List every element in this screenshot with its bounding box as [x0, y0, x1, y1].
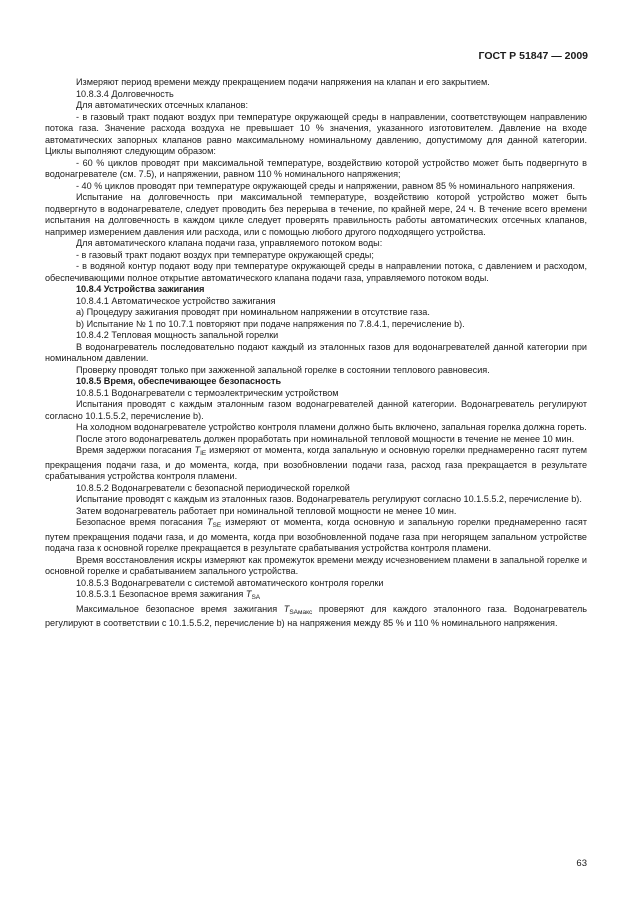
section-heading [45, 589, 587, 604]
text-run: измеряют от момента, когда запальную и основную горелки преднамеренно гасят путем прекращения подачи газа, и до момента, когда, при возобновлении подачи газа, расход газа прекращается в результате срабатывания устройства контроля пламени. [45, 445, 587, 481]
paragraph: Затем водонагреватель работает при номинальной тепловой мощности не менее 10 мин. [76, 505, 457, 516]
section-heading: 10.8.5 Время, обеспечивающее безопасность [76, 376, 282, 386]
symbol: T [206, 517, 213, 527]
symbol-subscript: SAмакс [289, 608, 313, 616]
section-heading: 10.8.4.1 Автоматическое устройство зажигания [76, 295, 276, 306]
list-item: b) Испытание № 1 по 10.7.1 повторяют при подаче напряжения по 7.8.4.1, перечисление b). [76, 318, 465, 329]
section-heading: 10.8.5.1 Водонагреватели с термоэлектрическим устройством [76, 387, 339, 398]
paragraph: Для автоматических отсечных клапанов: [76, 100, 249, 110]
symbol-subscript: IE [200, 450, 207, 457]
page-number: 63 [576, 858, 587, 869]
paragraph: После этого водонагреватель должен проработать при номинальной тепловой мощности в течение не менее 10 мин. [76, 433, 575, 444]
symbol: T [283, 603, 290, 614]
list-item: - 60 % циклов проводят при максимальной температуре, воздействию которой устройство может быть подвергнуто в водонагревателе (см. 7.5), и напряжении, равном 110 % номинального напряжения; [45, 157, 587, 179]
list-item: - в газовый тракт подают воздух при температуре окружающей среды в направлении, соответствующем направлению потока газа. Значение расхода воздуха не превышает 10 % значения, указанного изготовителем. Давление на входе автоматических запорных клапанов равно максимальному номинальному давлению, допустимому для данной категории. Циклы выполняют следующим образом: [45, 111, 587, 156]
paragraph [45, 604, 587, 630]
paragraph [45, 445, 587, 483]
section-heading: 10.8.5.2 Водонагреватели с безопасной периодической горелкой [76, 482, 350, 493]
paragraph: Испытание проводят с каждым из эталонных газов. Водонагреватель регулируют согласно 10.1.5.5.2, перечисление b). [76, 494, 582, 504]
paragraph: Испытания проводят с каждым эталонным газом водонагревателей данной категории. Водонагреватель регулируют согласно 10.1.5.5.2, перечисление b). [45, 399, 587, 421]
text-run: измеряют от момента, когда основную и запальную горелки преднамеренно гасят путем прекращения подачи газа, и до момента, когда при возобновленной подаче газа при негорящем запальном устройстве подача газа к основной горелке прекращается в результате срабатывания устройства контроля пламени. [45, 517, 588, 553]
section-heading: 10.8.5.3 Водонагреватели с системой автоматического контроля горелки [76, 577, 384, 588]
document-body [45, 77, 587, 630]
symbol-subscript: SE [212, 522, 222, 529]
section-heading: 10.8.3.4 Долговечность [76, 88, 174, 99]
text-run: 10.8.5.3.1 Безопасное время зажигания [76, 589, 246, 599]
section-heading: 10.8.4.2 Тепловая мощность запальной горелки [76, 330, 279, 340]
section-heading: 10.8.4 Устройства зажигания [76, 284, 205, 294]
paragraph [45, 517, 587, 555]
list-item: - 40 % циклов проводят при температуре окружающей среды и напряжении, равном 85 % номинального напряжения. [76, 180, 576, 191]
symbol-subscript: SA [251, 594, 261, 601]
paragraph: Измеряют период времени между прекращением подачи напряжения на клапан и его закрытием. [76, 77, 490, 87]
paragraph: Время восстановления искры измеряют как промежуток времени между исчезновением пламени в запальной горелке и основной горелке и срабатыванием запального устройства. [45, 554, 587, 576]
paragraph: Проверку проводят только при зажженной запальной горелке в состоянии теплового равновесия. [76, 364, 490, 375]
paragraph: В водонагреватель последовательно подают каждый из эталонных газов для водонагревателей данной категории при номинальном давлении. [45, 341, 587, 363]
document-header-code: ГОСТ Р 51847 — 2009 [478, 50, 588, 62]
list-item: - в водяной контур подают воду при температуре окружающей среды в направлении потока, с давлением и расходом, обеспечивающими полное открытие автоматического клапана подачи газа, управляемого потоком воды. [45, 261, 587, 283]
paragraph: На холодном водонагревателе устройство контроля пламени должно быть включено, запальная горелка должна гореть. [76, 422, 587, 432]
list-item: - в газовый тракт подают воздух при температуре окружающей среды; [76, 249, 374, 260]
text-run: проверяют для каждого эталонного газа. Водонагреватель регулируют в соответствии с 10.1.5.5.2, перечисление b) на напряжения между 85 % и 110 % номинального напряжения. [45, 603, 587, 628]
text-run: Время задержки погасания [76, 445, 195, 455]
text-run: Безопасное время погасания [76, 517, 207, 527]
symbol: T [245, 589, 252, 599]
list-item: а) Процедуру зажигания проводят при номинальном напряжении в отсутствие газа. [76, 307, 430, 317]
paragraph: Испытание на долговечность при максимальной температуре, воздействию которой устройство может быть подвергнуто в водонагревателе, следует проводить без перерыва в течение, по крайней мере, 24 ч. В течение всего времени испытания на долговечность в каждом цикле следует проверять правильность работы автоматических отсечных клапанов, например измерением давления или расхода, или с помощью любого другого подходящего устройства. [45, 192, 587, 237]
symbol: T [194, 445, 201, 455]
paragraph: Для автоматического клапана подачи газа, управляемого потоком воды: [76, 238, 383, 248]
text-run: Максимальное безопасное время зажигания [76, 603, 284, 614]
